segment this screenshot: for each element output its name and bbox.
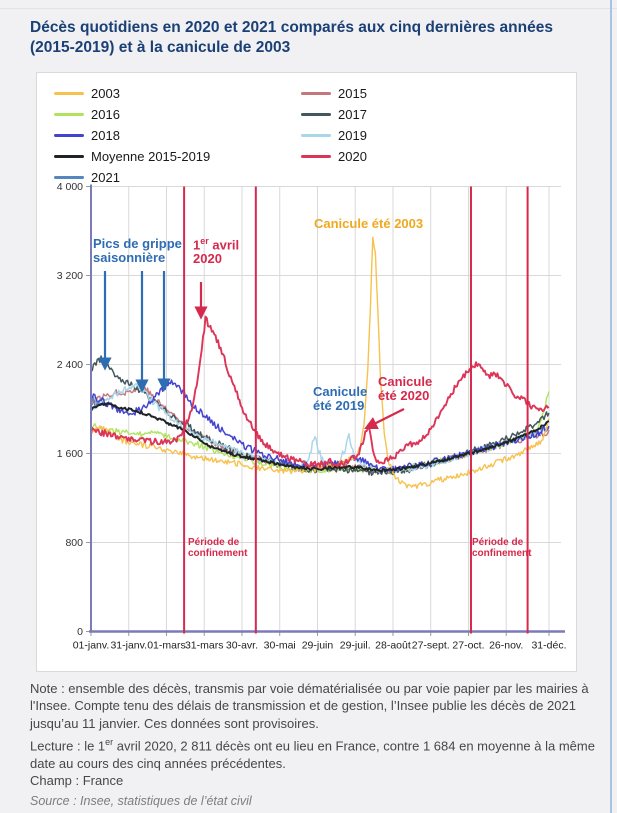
- x-tick-label: 30-mai: [263, 639, 296, 652]
- legend-item-2017: [301, 104, 367, 125]
- legend-swatch: [301, 92, 331, 95]
- canicule-2020-annotation: Canicule été 2020: [378, 374, 433, 403]
- lecture-superscript: er: [105, 737, 114, 747]
- legend-label: 2018: [91, 128, 120, 143]
- page-title: Décès quotidiens en 2020 et 2021 comparés aux cinq dernières années (2015-2019) et à la canicule de 2003: [30, 19, 553, 56]
- canicule-2020-arrow: [370, 409, 404, 426]
- legend-label: 2015: [338, 86, 367, 101]
- flu-peaks-annotation: Pics de grippe saisonnière: [93, 236, 182, 265]
- legend-swatch: [54, 92, 84, 95]
- y-tick-label: 1 600: [56, 448, 83, 460]
- series-moyenne-2015-2019: [91, 403, 549, 472]
- x-tick-label: 29-juin: [301, 639, 334, 652]
- legend-swatch: [54, 134, 84, 137]
- legend-column-1: [54, 83, 210, 188]
- legend-label: 2019: [338, 128, 367, 143]
- x-tick-label: 26-nov.: [489, 639, 524, 652]
- legend-label: 2021: [91, 170, 120, 185]
- legend-item-2019: [301, 125, 367, 146]
- legend-swatch: [54, 176, 84, 179]
- x-tick-label: 29-juil.: [339, 639, 371, 652]
- lockdown-label-1-annotation: Période de confinement: [188, 537, 248, 559]
- legend-swatch: [54, 113, 84, 116]
- legend-label: 2003: [91, 86, 120, 101]
- chart-card: [36, 72, 577, 672]
- x-tick-label: 31-déc.: [531, 639, 567, 652]
- legend-swatch: [301, 134, 331, 137]
- page-right-border: [610, 0, 612, 813]
- legend-item-2003: [54, 83, 210, 104]
- x-tick-label: 27-oct.: [452, 639, 485, 652]
- legend-label: 2020: [338, 149, 367, 164]
- lecture-prefix: Lecture : le 1: [30, 738, 106, 754]
- champ-text: Champ : France: [30, 773, 124, 788]
- legend-item-2015: [301, 83, 367, 104]
- legend-label: 2016: [91, 107, 120, 122]
- source-text: Source : Insee, statistiques de l’état civil: [30, 794, 252, 808]
- x-tick-label: 31-mars: [184, 639, 224, 652]
- legend-swatch: [301, 113, 331, 116]
- canicule-2003-annotation: Canicule été 2003: [314, 216, 424, 231]
- note-text: Note : ensemble des décès, transmis par voie dématérialisée ou par voie papier par les mairies à l'Insee. Compte tenu des délais de transmission et de gestion, l’Insee publie les décès de 2021 jusqu’au 11 janvier. Ces données sont provisoires.: [30, 681, 589, 731]
- legend-swatch: [54, 155, 84, 158]
- legend-item-2020: [301, 146, 367, 167]
- page-top-divider: [0, 8, 617, 9]
- legend-column-2: [301, 83, 367, 167]
- legend-item-moyenne-2015-2019: [54, 146, 210, 167]
- legend-item-2018: [54, 125, 210, 146]
- canicule-2019-annotation: Canicule été 2019: [313, 384, 368, 413]
- x-tick-label: 01-mars: [147, 639, 186, 652]
- y-tick-label: 3 200: [56, 270, 83, 282]
- y-tick-label: 2 400: [56, 359, 83, 371]
- y-tick-label: 800: [65, 537, 83, 549]
- lecture-rest: avril 2020, 2 811 décès ont eu lieu en France, contre 1 684 en moyenne à la même date au cours des cinq années précédentes.: [30, 738, 595, 771]
- lecture-text: [30, 736, 596, 772]
- legend-label: Moyenne 2015-2019: [91, 149, 211, 164]
- x-tick-label: 31-janv.: [110, 639, 148, 652]
- series-2017: [91, 356, 549, 475]
- x-tick-label: 28-août: [375, 639, 411, 652]
- y-tick-label: 4 000: [56, 181, 83, 193]
- x-tick-label: 27-sept.: [411, 639, 450, 652]
- legend-item-2021: [54, 167, 210, 188]
- legend-label: 2017: [338, 107, 367, 122]
- x-tick-label: 30-avr.: [225, 639, 259, 652]
- y-tick-label: 0: [77, 626, 83, 638]
- x-tick-label: 01-janv.: [72, 639, 110, 652]
- legend-swatch: [301, 155, 331, 158]
- legend-item-2016: [54, 104, 210, 125]
- lockdown-label-2-annotation: Période de confinement: [472, 537, 532, 559]
- april-1-2020-annotation: 1er avril 2020: [193, 236, 240, 266]
